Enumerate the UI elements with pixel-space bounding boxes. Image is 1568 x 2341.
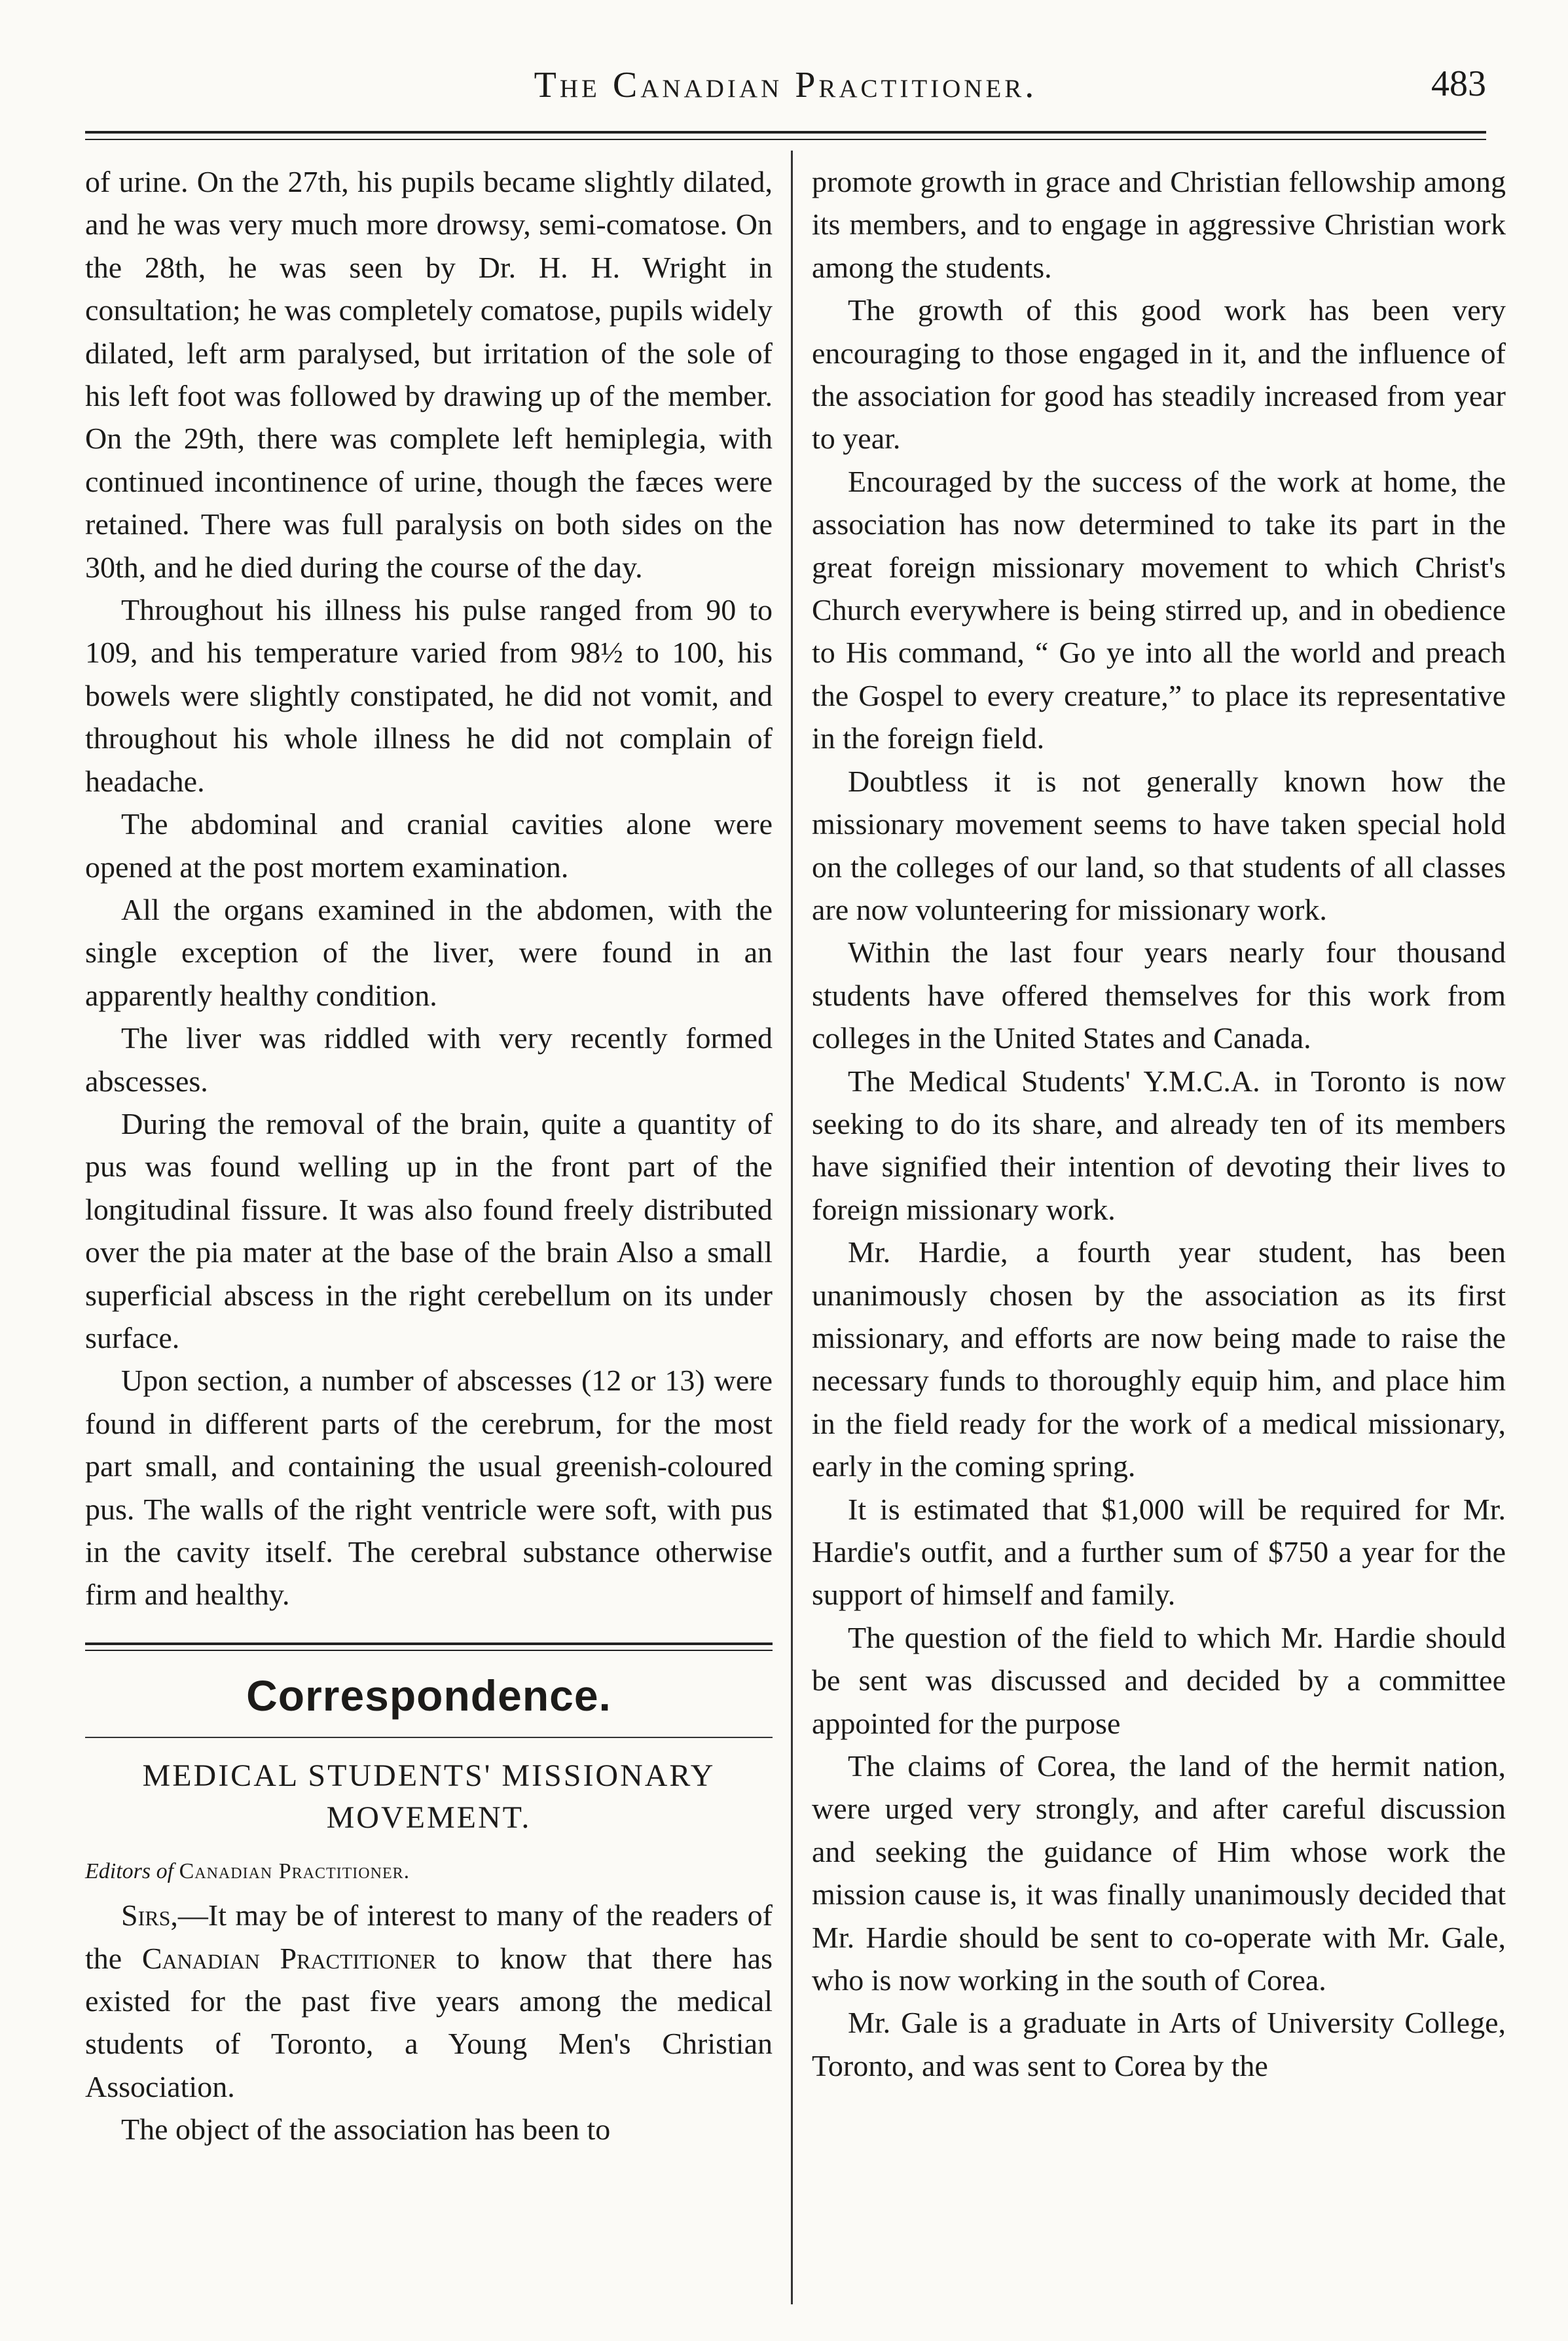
paragraph: The liver was riddled with very recently formed abscesses. <box>85 1021 773 1098</box>
section-heading: Correspondence. <box>246 1671 611 1720</box>
letter-paragraph <box>85 1894 773 2108</box>
article-title: MEDICAL STUDENTS' MISSIONARY MOVEMENT. <box>142 1758 716 1836</box>
page-header <box>85 52 1486 124</box>
page-number: 483 <box>1431 64 1486 104</box>
heading-rule <box>85 1737 773 1738</box>
address-prefix: Editors of <box>85 1859 174 1884</box>
salutation: Sirs, <box>121 1898 178 1933</box>
right-column <box>812 160 1506 2087</box>
paragraph: During the removal of the brain, quite a quantity of pus was found welling up in the front part of the longitudinal fissure. It was also found freely distributed over the pia mater at the base of the brain Also a small superficial abscess in the right cerebellum on its under surface. <box>85 1106 773 1354</box>
paragraph: Encouraged by the success of the work at home, the association has now determined to take its part in the great foreign missionary movement to which Christ's Church everywhere is being stirred up, and in obedience to His command, “ Go ye into all the world and preach the Gospel to every creature,” to place its representative in the foreign field. <box>812 464 1506 755</box>
section-rule <box>85 1642 773 1645</box>
letter-paragraph: The object of the association has been to <box>121 2113 611 2147</box>
paragraph: Mr. Gale is a graduate in Arts of University College, Toronto, and was sent to Corea by the <box>812 2006 1506 2082</box>
paragraph: of urine. On the 27th, his pupils became slightly dilated, and he was very much more drowsy, semi-comatose. On the 28th, he was seen by Dr. H. H. Wright in consultation; he was completely comatose, pupils widely dilated, left arm paralysed, but irritation of the sole of his left foot was followed by drawing up of the member. On the 29th, there was complete left hemiplegia, with continued incontinence of urine, though the fæces were retained. There was full paralysis on both sides on the 30th, and he died during the course of the day. <box>85 165 773 584</box>
paragraph: promote growth in grace and Christian fellowship among its members, and to engage in aggressive Christian work among the students. <box>812 165 1506 284</box>
column-divider <box>791 151 793 2304</box>
paragraph: The question of the field to which Mr. Hardie should be sent was discussed and decided by a committee appointed for the purpose <box>812 1620 1506 1740</box>
paragraph: Throughout his illness his pulse ranged from 90 to 109, and his temperature varied from 98½ to 100, his bowels were slightly constipated, he did not vomit, and throughout his whole illness he did not complain of headache. <box>85 593 773 798</box>
running-title: The Canadian Practitioner. <box>534 65 1038 105</box>
section-break <box>85 1642 773 1651</box>
paragraph: All the organs examined in the abdomen, with the single exception of the liver, were found in an apparently healthy condition. <box>85 892 773 1012</box>
paragraph: It is estimated that $1,000 will be required for Mr. Hardie's outfit, and a further sum of $750 a year for the support of himself and family. <box>812 1492 1506 1612</box>
paragraph: Upon section, a number of abscesses (12 or 13) were found in different parts of the cerebrum, for the most part small, and containing the usual greenish-coloured pus. The walls of the right ventricle were soft, with pus in the cavity itself. The cerebral substance otherwise firm and healthy. <box>85 1364 773 1612</box>
left-column <box>85 160 773 2151</box>
journal-name: Canadian Practitioner <box>141 1941 437 1975</box>
paragraph: Within the last four years nearly four thousand students have offered themselves for this work from colleges in the United States and Canada. <box>812 935 1506 1055</box>
paragraph: Doubtless it is not generally known how the missionary movement seems to have taken special hold on the colleges of our land, so that students of all classes are now volunteering for missionary work. <box>812 764 1506 926</box>
letter-text: —It may be of interest to many of the readers of the <box>85 1898 773 1975</box>
paragraph: The abdominal and cranial cavities alone were opened at the post mortem examination. <box>85 807 773 884</box>
paragraph: The Medical Students' Y.M.C.A. in Toronto is now seeking to do its share, and already ten of its members have signified their intention of devoting their lives to foreign missionary work. <box>812 1064 1506 1226</box>
header-rule <box>85 131 1486 134</box>
paragraph: The growth of this good work has been very encouraging to those engaged in it, and the influence of the association for good has steadily increased from year to year. <box>812 293 1506 456</box>
paragraph: The claims of Corea, the land of the hermit nation, were urged very strongly, and after careful discussion and seeking the guidance of Him whose work the mission cause is, it was finally unanimously decided that Mr. Hardie should be sent to co-operate with Mr. Gale, who is now working in the south of Corea. <box>812 1749 1506 1997</box>
paragraph: Mr. Hardie, a fourth year student, has been unanimously chosen by the association as its first missionary, and efforts are now being made to raise the necessary funds to thoroughly equip him, and place him in the field ready for the work of a medical missionary, early in the coming spring. <box>812 1235 1506 1483</box>
section-rule-thin <box>85 1650 773 1651</box>
letter-address <box>85 1853 773 1890</box>
address-journal: Canadian Practitioner. <box>179 1859 410 1884</box>
header-rule-thin <box>85 139 1486 140</box>
letter-text: to know that there has existed for the past five years among the medical students of Toronto, a Young Men's Christian Association. <box>85 1941 773 2103</box>
